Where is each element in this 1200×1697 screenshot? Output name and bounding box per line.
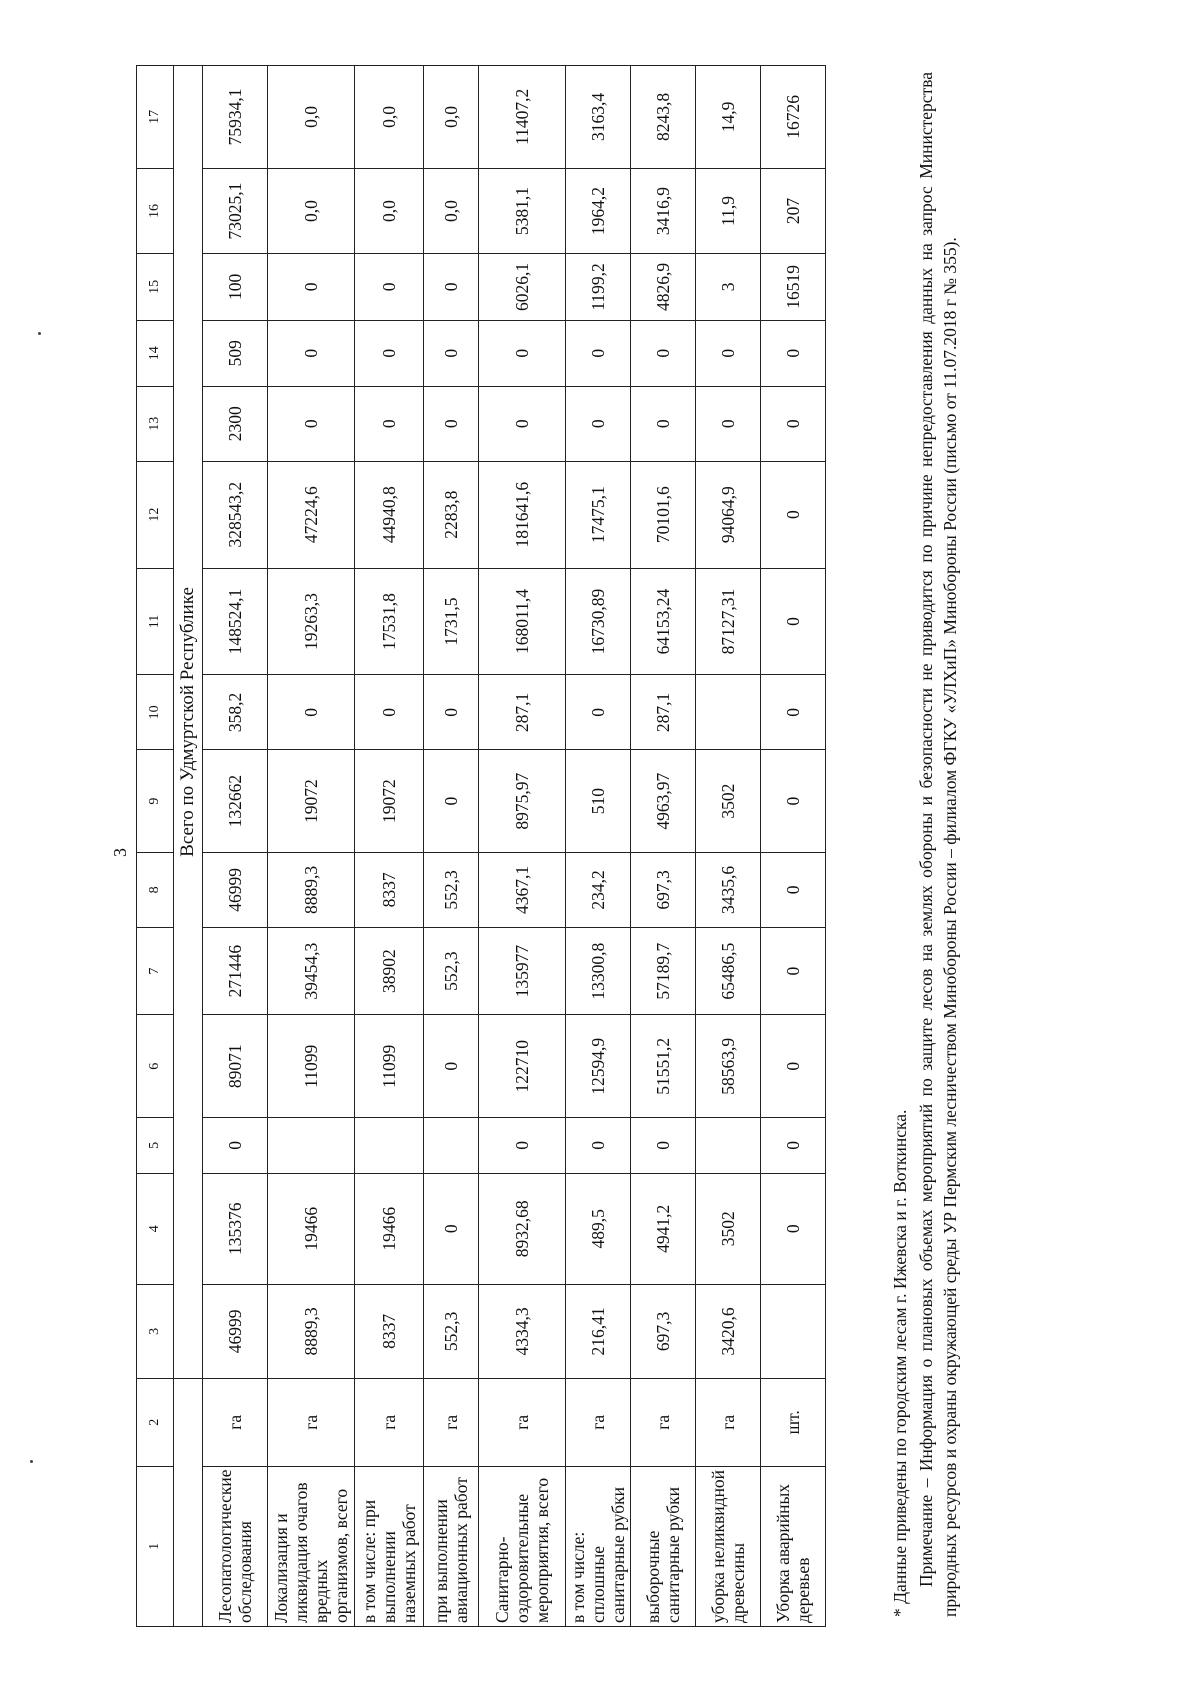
- value-cell: 87127,31: [696, 568, 761, 675]
- value-cell: 697,3: [631, 1284, 696, 1378]
- value-cell: 234,2: [566, 852, 631, 927]
- table-row: [268, 66, 355, 1627]
- unit-cell: га: [696, 1378, 761, 1466]
- column-number-cell: 6: [137, 1015, 174, 1118]
- value-cell: 0,0: [424, 168, 479, 254]
- value-cell: 19263,3: [268, 568, 355, 675]
- value-cell: 8889,3: [268, 1284, 355, 1378]
- value-cell: 46999: [203, 852, 268, 927]
- value-cell: 75934,1: [203, 66, 268, 169]
- value-cell: 8337: [355, 1284, 424, 1378]
- value-cell: 0: [761, 675, 826, 750]
- value-cell: 0: [479, 386, 566, 461]
- column-number-cell: 13: [137, 386, 174, 461]
- value-cell: 13300,8: [566, 927, 631, 1015]
- section-row: [174, 66, 203, 1627]
- value-cell: 57189,7: [631, 927, 696, 1015]
- value-cell: 181641,6: [479, 461, 566, 568]
- column-number-cell: 1: [137, 1466, 174, 1626]
- value-cell: [268, 1118, 355, 1174]
- value-cell: 122710: [479, 1015, 566, 1118]
- value-cell: 100: [203, 254, 268, 320]
- value-cell: 0: [355, 386, 424, 461]
- value-cell: 552,3: [424, 1284, 479, 1378]
- value-cell: 0: [631, 386, 696, 461]
- value-cell: 14,9: [696, 66, 761, 169]
- value-cell: 1199,2: [566, 254, 631, 320]
- value-cell: 0,0: [355, 66, 424, 169]
- value-cell: 0: [424, 320, 479, 386]
- value-cell: 4367,1: [479, 852, 566, 927]
- value-cell: 0: [424, 254, 479, 320]
- value-cell: 509: [203, 320, 268, 386]
- value-cell: 0: [424, 750, 479, 853]
- value-cell: 0: [268, 254, 355, 320]
- table-row: [203, 66, 268, 1627]
- value-cell: 6026,1: [479, 254, 566, 320]
- value-cell: 287,1: [631, 675, 696, 750]
- row-label: в том числе: при выполнении наземных работ: [355, 1466, 424, 1626]
- value-cell: 0,0: [268, 66, 355, 169]
- value-cell: 39454,3: [268, 927, 355, 1015]
- value-cell: 0: [761, 927, 826, 1015]
- value-cell: 19072: [268, 750, 355, 853]
- value-cell: 19466: [268, 1173, 355, 1284]
- scan-speck: [38, 332, 41, 335]
- value-cell: 3163,4: [566, 66, 631, 169]
- value-cell: 132662: [203, 750, 268, 853]
- value-cell: 4941,2: [631, 1173, 696, 1284]
- value-cell: 94064,9: [696, 461, 761, 568]
- value-cell: 11099: [268, 1015, 355, 1118]
- value-cell: 510: [566, 750, 631, 853]
- value-cell: 64153,24: [631, 568, 696, 675]
- value-cell: 73025,1: [203, 168, 268, 254]
- column-number-cell: 17: [137, 66, 174, 169]
- value-cell: 58563,9: [696, 1015, 761, 1118]
- value-cell: 0: [424, 675, 479, 750]
- note-paragraph: Примечание – Информация о плановых объемах мероприятий по защите лесов на землях обороны и безопасности не приводится по причине непредоставления данных на запрос Министерства природных ресурсов и охраны окружающей среды УР Пермским лесничеством Минобороны России – филиалом ФГКУ «УЛХиП» Минобороны России (письмо от 11.07.2018 г № 355).: [916, 72, 960, 1617]
- value-cell: 65486,5: [696, 927, 761, 1015]
- unit-cell: га: [203, 1378, 268, 1466]
- section-title: Всего по Удмуртской Республике: [174, 66, 203, 1379]
- row-label: Лесопатологические обследования: [203, 1466, 268, 1626]
- page-number: 3: [110, 848, 130, 857]
- value-cell: 8975,97: [479, 750, 566, 853]
- value-cell: 0: [566, 320, 631, 386]
- value-cell: 8889,3: [268, 852, 355, 927]
- column-number-cell: 8: [137, 852, 174, 927]
- column-number-cell: 3: [137, 1284, 174, 1378]
- value-cell: 0,0: [355, 168, 424, 254]
- value-cell: 2300: [203, 386, 268, 461]
- value-cell: 216,41: [566, 1284, 631, 1378]
- data-table: [136, 65, 826, 1627]
- value-cell: 47224,6: [268, 461, 355, 568]
- value-cell: 16726: [761, 66, 826, 169]
- value-cell: 0: [479, 320, 566, 386]
- value-cell: 0: [761, 1118, 826, 1174]
- value-cell: 4826,9: [631, 254, 696, 320]
- value-cell: 0: [761, 568, 826, 675]
- value-cell: 0: [424, 1173, 479, 1284]
- value-cell: 17475,1: [566, 461, 631, 568]
- column-number-cell: 7: [137, 927, 174, 1015]
- value-cell: 11,9: [696, 168, 761, 254]
- unit-cell: га: [631, 1378, 696, 1466]
- value-cell: 358,2: [203, 675, 268, 750]
- value-cell: 0: [631, 1118, 696, 1174]
- value-cell: 0: [268, 386, 355, 461]
- table-row: [424, 66, 479, 1627]
- section-blank-cell: [174, 1378, 203, 1626]
- value-cell: 19466: [355, 1173, 424, 1284]
- value-cell: 16519: [761, 254, 826, 320]
- value-cell: 135977: [479, 927, 566, 1015]
- value-cell: 0: [566, 675, 631, 750]
- row-label: Уборка аварийных деревьев: [761, 1466, 826, 1626]
- value-cell: 51551,2: [631, 1015, 696, 1118]
- value-cell: 0: [566, 386, 631, 461]
- column-number-cell: 4: [137, 1173, 174, 1284]
- unit-cell: га: [424, 1378, 479, 1466]
- value-cell: 328543,2: [203, 461, 268, 568]
- value-cell: 89071: [203, 1015, 268, 1118]
- value-cell: 3416,9: [631, 168, 696, 254]
- value-cell: 0: [479, 1118, 566, 1174]
- value-cell: 552,3: [424, 852, 479, 927]
- value-cell: 135376: [203, 1173, 268, 1284]
- value-cell: [424, 1118, 479, 1174]
- column-number-cell: 12: [137, 461, 174, 568]
- row-label: при выполнении авиационных работ: [424, 1466, 479, 1626]
- value-cell: 4334,3: [479, 1284, 566, 1378]
- table-row: [355, 66, 424, 1627]
- value-cell: [355, 1118, 424, 1174]
- value-cell: 0: [424, 1015, 479, 1118]
- value-cell: 0: [761, 461, 826, 568]
- value-cell: 0: [696, 386, 761, 461]
- table-row: [631, 66, 696, 1627]
- value-cell: 0: [203, 1118, 268, 1174]
- value-cell: [761, 1284, 826, 1378]
- value-cell: 287,1: [479, 675, 566, 750]
- row-label: в том числе: сплошные санитарные рубки: [566, 1466, 631, 1626]
- value-cell: 16730,89: [566, 568, 631, 675]
- table-row: [761, 66, 826, 1627]
- value-cell: 168011,4: [479, 568, 566, 675]
- table-row: [566, 66, 631, 1627]
- table-row: [696, 66, 761, 1627]
- value-cell: 0: [631, 320, 696, 386]
- column-number-cell: 16: [137, 168, 174, 254]
- row-label: Локализация и ликвидация очагов вредных организмов, всего: [268, 1466, 355, 1626]
- value-cell: 3502: [696, 750, 761, 853]
- column-number-row: [137, 66, 174, 1627]
- column-number-cell: 14: [137, 320, 174, 386]
- value-cell: 0: [268, 675, 355, 750]
- unit-cell: га: [479, 1378, 566, 1466]
- column-number-cell: 11: [137, 568, 174, 675]
- value-cell: 3420,6: [696, 1284, 761, 1378]
- value-cell: 552,3: [424, 927, 479, 1015]
- value-cell: 0: [761, 386, 826, 461]
- value-cell: 271446: [203, 927, 268, 1015]
- column-number-cell: 2: [137, 1378, 174, 1466]
- footnote: * Данные приведены по городским лесам г. Ижевска и г. Воткинска.: [890, 1109, 910, 1617]
- value-cell: 0: [761, 1173, 826, 1284]
- row-label: Санитарно-оздоровительные мероприятия, всего: [479, 1466, 566, 1626]
- unit-cell: га: [355, 1378, 424, 1466]
- value-cell: 1731,5: [424, 568, 479, 675]
- value-cell: 0: [355, 675, 424, 750]
- scan-speck: [30, 1460, 33, 1463]
- value-cell: 70101,6: [631, 461, 696, 568]
- value-cell: 697,3: [631, 852, 696, 927]
- value-cell: 8932,68: [479, 1173, 566, 1284]
- value-cell: 0: [566, 1118, 631, 1174]
- value-cell: 0: [761, 852, 826, 927]
- value-cell: 44940,8: [355, 461, 424, 568]
- table-row: [479, 66, 566, 1627]
- row-label: выборочные санитарные рубки: [631, 1466, 696, 1626]
- unit-cell: га: [566, 1378, 631, 1466]
- value-cell: [696, 1118, 761, 1174]
- row-label: уборка неликвидной древесины: [696, 1466, 761, 1626]
- value-cell: 0: [761, 750, 826, 853]
- value-cell: 0: [355, 320, 424, 386]
- value-cell: 12594,9: [566, 1015, 631, 1118]
- value-cell: 11407,2: [479, 66, 566, 169]
- unit-cell: шт.: [761, 1378, 826, 1466]
- value-cell: 5381,1: [479, 168, 566, 254]
- column-number-cell: 15: [137, 254, 174, 320]
- column-number-cell: 10: [137, 675, 174, 750]
- value-cell: 0,0: [424, 66, 479, 169]
- value-cell: [696, 675, 761, 750]
- value-cell: 2283,8: [424, 461, 479, 568]
- value-cell: 46999: [203, 1284, 268, 1378]
- value-cell: 489,5: [566, 1173, 631, 1284]
- value-cell: 0,0: [268, 168, 355, 254]
- column-number-cell: 9: [137, 750, 174, 853]
- value-cell: 0: [696, 320, 761, 386]
- value-cell: 38902: [355, 927, 424, 1015]
- value-cell: 0: [268, 320, 355, 386]
- value-cell: 17531,8: [355, 568, 424, 675]
- value-cell: 3502: [696, 1173, 761, 1284]
- column-number-cell: 5: [137, 1118, 174, 1174]
- value-cell: 8243,8: [631, 66, 696, 169]
- value-cell: 148524,1: [203, 568, 268, 675]
- value-cell: 3435,6: [696, 852, 761, 927]
- value-cell: 0: [761, 1015, 826, 1118]
- value-cell: 19072: [355, 750, 424, 853]
- value-cell: 4963,97: [631, 750, 696, 853]
- value-cell: 11099: [355, 1015, 424, 1118]
- value-cell: 0: [424, 386, 479, 461]
- unit-cell: га: [268, 1378, 355, 1466]
- value-cell: 0: [355, 254, 424, 320]
- value-cell: 1964,2: [566, 168, 631, 254]
- value-cell: 0: [761, 320, 826, 386]
- value-cell: 8337: [355, 852, 424, 927]
- value-cell: 3: [696, 254, 761, 320]
- value-cell: 207: [761, 168, 826, 254]
